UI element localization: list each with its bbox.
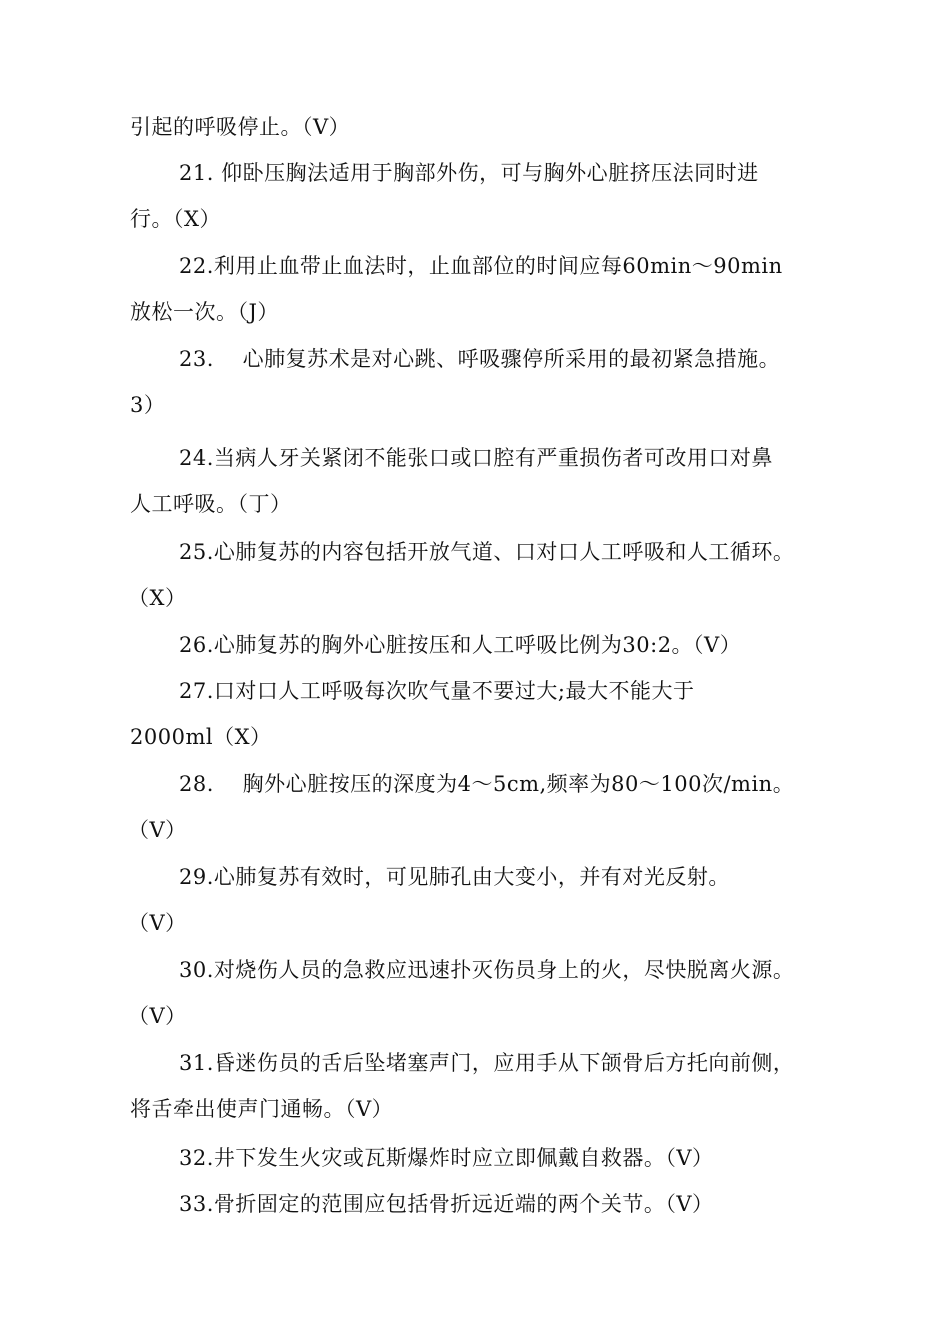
text-line: （V） <box>128 1004 187 1028</box>
question-32: 32.井下发生火灾或瓦斯爆炸时应立即佩戴自救器。（V） <box>179 1146 714 1170</box>
question-27: 27.口对口人工呼吸每次吹气量不要过大;最大不能大于 <box>179 679 695 703</box>
text-line: 放松一次。（J） <box>130 300 279 324</box>
question-21: 21. 仰卧压胸法适用于胸部外伤，可与胸外心脏挤压法同时进 <box>179 161 759 185</box>
question-31: 31.昏迷伤员的舌后坠堵塞声门，应用手从下颌骨后方托向前侧， <box>179 1051 795 1075</box>
text-line: （X） <box>128 586 187 610</box>
text-line: 3） <box>130 393 166 417</box>
text-line: 将舌牵出使声门通畅。（V） <box>130 1097 394 1121</box>
question-22: 22.利用止血带止血法时，止血部位的时间应每60min〜90min <box>179 254 783 278</box>
text-line: （V） <box>128 818 187 842</box>
question-24: 24.当病人牙关紧闭不能张口或口腔有严重损伤者可改用口对鼻 <box>179 446 773 470</box>
text-line: 2000ml（X） <box>130 725 272 749</box>
text-line: 人工呼吸。（丁） <box>130 492 292 516</box>
question-33: 33.骨折固定的范围应包括骨折远近端的两个关节。（V） <box>179 1192 714 1216</box>
question-28: 28. 胸外心脏按压的深度为4〜5cm,频率为80〜100次/min。 <box>179 772 795 796</box>
question-30: 30.对烧伤人员的急救应迅速扑灭伤员身上的火，尽快脱离火源。 <box>179 958 795 982</box>
question-23: 23. 心肺复苏术是对心跳、呼吸骤停所采用的最初紧急措施。 <box>179 347 781 371</box>
text-line: 引起的呼吸停止。（V） <box>130 115 351 139</box>
question-25: 25.心肺复苏的内容包括开放气道、口对口人工呼吸和人工循环。 <box>179 540 795 564</box>
question-29: 29.心肺复苏有效时，可见肺孔由大变小，并有对光反射。 <box>179 865 730 889</box>
question-26: 26.心肺复苏的胸外心脏按压和人工呼吸比例为30:2。（V） <box>179 633 742 657</box>
text-line: （V） <box>128 911 187 935</box>
text-line: 行。（X） <box>130 207 221 231</box>
